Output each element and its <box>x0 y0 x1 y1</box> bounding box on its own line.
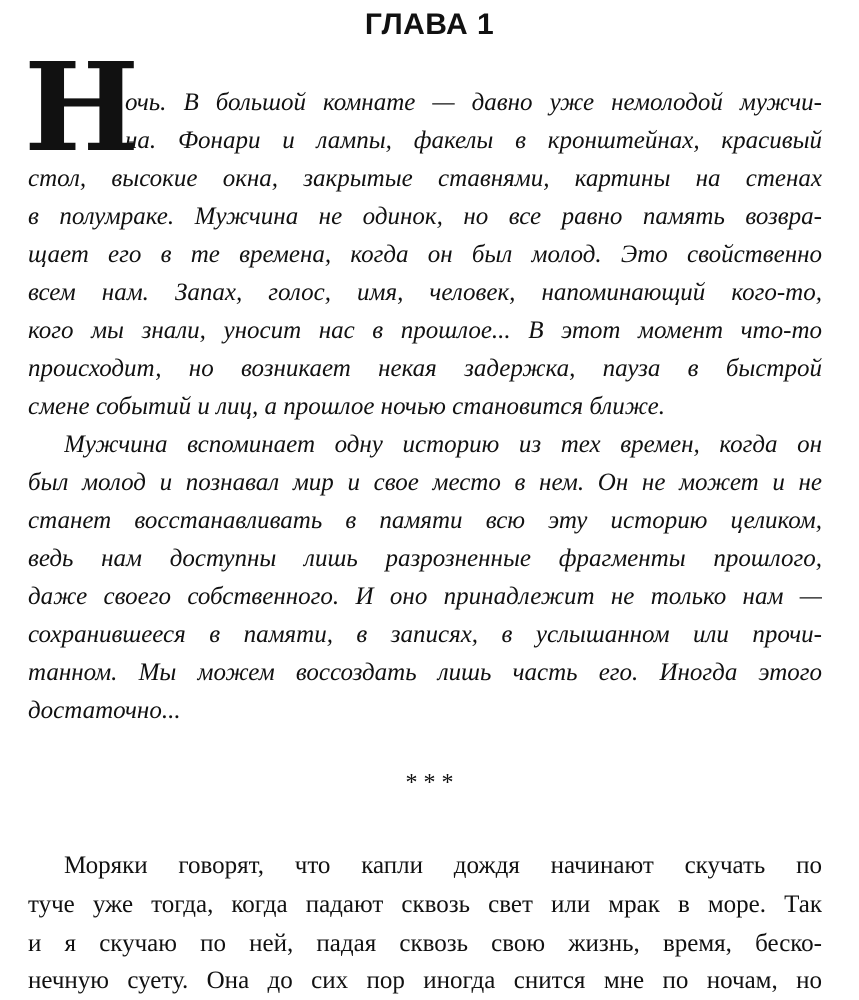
text-line: щает его в те времена, когда он был молод. Это свойственно <box>28 241 822 268</box>
text-line: был молод и познавал мир и свое место в нем. Он не может и не <box>28 469 822 496</box>
text-line: туче уже тогда, когда падают сквозь свет или мрак в море. Так <box>28 891 822 918</box>
text-line: ведь нам доступны лишь разрозненные фрагменты прошлого, <box>28 545 822 572</box>
text-line: в полумраке. Мужчина не одинок, но все равно память возвра- <box>28 203 822 230</box>
text-line: и я скучаю по ней, падая сквозь свою жизнь, время, беско- <box>28 930 822 957</box>
text-line: стол, высокие окна, закрытые ставнями, картины на стенах <box>28 165 822 192</box>
section-separator: * * * <box>405 770 454 796</box>
text-line: станет восстанавливать в памяти всю эту историю целиком, <box>28 507 822 534</box>
text-line: танном. Мы можем воссоздать лишь часть его. Иногда этого <box>28 659 822 686</box>
text-line: на. Фонари и лампы, факелы в кронштейнах, красивый <box>125 127 822 154</box>
text-line: смене событий и лиц, а прошлое ночью становится ближе. <box>28 393 665 420</box>
text-line: нечную суету. Она до сих пор иногда снится мне по ночам, но <box>28 967 822 994</box>
text-line: Мужчина вспоминает одну историю из тех времен, когда он <box>64 431 822 458</box>
chapter-title: ГЛАВА 1 <box>364 8 495 41</box>
text-line: достаточно... <box>28 697 181 724</box>
text-line: происходит, но возникает некая задержка, пауза в быстрой <box>28 355 822 382</box>
text-line: сохранившееся в памяти, в записях, в услышанном или прочи- <box>28 621 822 648</box>
text-line: даже своего собственного. И оно принадлежит не только нам — <box>28 583 822 610</box>
text-line: очь. В большой комнате — давно уже немолодой мужчи- <box>125 89 822 116</box>
text-line: Моряки говорят, что капли дождя начинают скучать по <box>64 852 822 879</box>
text-line: всем нам. Запах, голос, имя, человек, напоминающий кого-то, <box>28 279 822 306</box>
text-line: кого мы знали, уносит нас в прошлое... В этот момент что-то <box>28 317 822 344</box>
drop-cap-letter: Н <box>24 35 140 179</box>
